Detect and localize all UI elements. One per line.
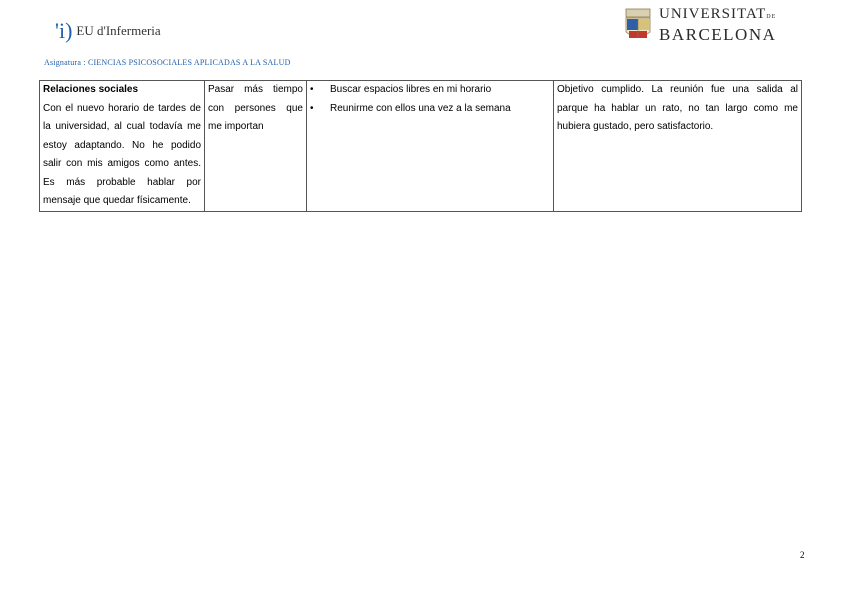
- university-line1: UNIVERSITAT: [659, 6, 767, 22]
- goal-text: Pasar más tiempo con persones que me importan: [208, 84, 303, 132]
- table-row: [40, 81, 802, 212]
- action-text: Reunirme con ellos una vez a la semana: [330, 102, 511, 114]
- social-relations-table: [39, 80, 802, 212]
- university-logo: [625, 6, 776, 43]
- bullet-icon: •: [310, 102, 314, 114]
- university-de: DE: [766, 14, 777, 20]
- university-line2: BARCELONA: [659, 25, 777, 44]
- action-text: Buscar espacios libres en mi horario: [330, 84, 492, 95]
- subject-line: [44, 58, 291, 67]
- area-title: Relaciones sociales: [43, 84, 139, 95]
- eu-mark: 'i): [55, 18, 73, 43]
- situation-text: Con el nuevo horario de tardes de la universidad, al cual todavía me estoy adaptando. No he podido salir con mis amigos como antes. Es más probable hablar por mensaje que quedar físicamente.: [43, 102, 201, 206]
- eu-infermeria-logo: [55, 20, 161, 42]
- evaluation-text: Objetivo cumplido. La reunión fue una salida al parque ha hablar un rato, no tan largo como me hubiera gustado, pero satisfactorio.: [557, 84, 798, 132]
- list-item: [310, 100, 550, 119]
- eu-school-name: EU d'Infermeria: [76, 23, 161, 38]
- actions-cell: [307, 81, 554, 212]
- page-number: 2: [800, 550, 805, 560]
- list-item: [310, 81, 550, 100]
- university-shield-icon: [625, 8, 651, 42]
- subject-label: Asignatura :: [44, 58, 86, 67]
- bullet-icon: •: [310, 84, 314, 95]
- subject-value: CIENCIAS PSICOSOCIALES APLICADAS A LA SALUD: [87, 58, 291, 67]
- situation-cell: [40, 81, 205, 212]
- evaluation-cell: [554, 81, 802, 212]
- goal-cell: [205, 81, 307, 212]
